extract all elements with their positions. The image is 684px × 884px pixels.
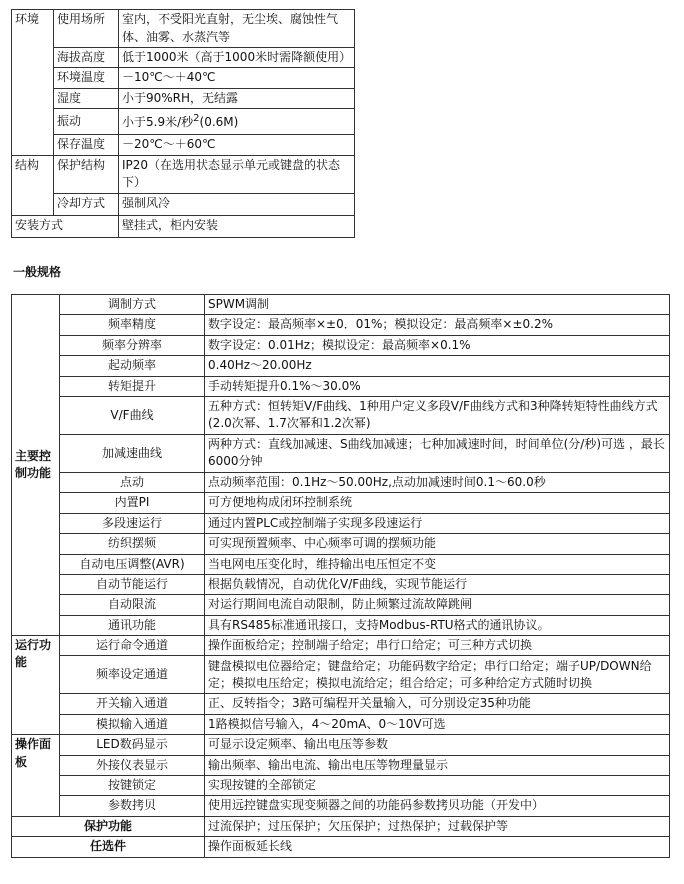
spec-item: 自动节能运行: [60, 574, 205, 594]
spec-value: 数字设定：0.01Hz；模拟设定：最高频率×0.1%: [205, 335, 670, 355]
spec-value: 键盘模拟电位器给定；键盘给定；功能码数字给定；串行口给定；端子UP/DOWN给定；模拟电压给定；模拟电流给定；组合给定；可多种给定方式随时切换: [205, 656, 670, 694]
group-main-control: 主要控制功能: [12, 295, 60, 636]
spec-item: LED数码显示: [60, 735, 205, 755]
spec-item: 加减速曲线: [60, 434, 205, 472]
env-item: 海拔高度: [54, 48, 119, 68]
vibration-suffix: (0.6M): [199, 114, 239, 129]
spec-item: 自动限流: [60, 595, 205, 615]
spec-item: 纺织摆频: [60, 534, 205, 554]
spec-value: 对运行期间电流自动限制，防止频繁过流故障跳闸: [205, 595, 670, 615]
group-structure: 结构: [12, 155, 54, 215]
protection-value: 过流保护；过压保护；欠压保护；过热保护；过载保护等: [205, 816, 670, 836]
spec-value: 正、反转指令；3路可编程开关量输入，可分别设定35种功能: [205, 694, 670, 714]
env-item: 振动: [54, 109, 119, 135]
spec-item: 自动电压调整(AVR): [60, 554, 205, 574]
env-value: －10℃～＋40℃: [119, 68, 355, 88]
spec-value: 0.40Hz～20.00Hz: [205, 356, 670, 376]
spec-item: V/F曲线: [60, 396, 205, 434]
spec-item: 开关输入通道: [60, 694, 205, 714]
spec-value: 点动频率范围：0.1Hz～50.00Hz,点动加减速时间0.1～60.0秒: [205, 472, 670, 492]
spec-value: 可实现预置频率、中心频率可调的摆频功能: [205, 534, 670, 554]
spec-item: 调制方式: [60, 295, 205, 315]
spec-value: 手动转矩提升0.1%～30.0%: [205, 376, 670, 396]
env-item: 湿度: [54, 88, 119, 108]
spec-value: 根据负载情况，自动优化V/F曲线，实现节能运行: [205, 574, 670, 594]
section-title: 一般规格: [13, 265, 62, 279]
group-environment: 环境: [12, 10, 54, 156]
vibration-exponent: 2: [193, 112, 200, 124]
spec-value: 输出频率、输出电流、输出电压等物理量显示: [205, 755, 670, 775]
env-value: －20℃～＋60℃: [119, 135, 355, 155]
options-label: 任选件: [12, 837, 205, 857]
spec-item: 内置PI: [60, 493, 205, 513]
spec-value: 数字设定：最高频率×±0．01%；模拟设定：最高频率×±0.2%: [205, 315, 670, 335]
env-value: [119, 109, 355, 135]
spec-item: 运行命令通道: [60, 636, 205, 656]
group-run: 运行功能: [12, 636, 60, 735]
env-item: 保护结构: [54, 155, 119, 193]
general-spec-table: [11, 294, 670, 858]
spec-item: 起动频率: [60, 356, 205, 376]
group-panel: 操作面板: [12, 735, 60, 817]
env-value: 低于1000米（高于1000米时需降额使用）: [119, 48, 355, 68]
spec-value: 可显示设定频率、输出电压等参数: [205, 735, 670, 755]
spec-item: 模拟输入通道: [60, 714, 205, 734]
spec-item: 频率精度: [60, 315, 205, 335]
spec-item: 频率分辨率: [60, 335, 205, 355]
spec-value: 通过内置PLC或控制端子实现多段速运行: [205, 513, 670, 533]
spec-value: 具有RS485标准通讯接口，支持Modbus-RTU格式的通讯协议。: [205, 615, 670, 635]
spec-item: 按键锁定: [60, 776, 205, 796]
env-value: IP20（在选用状态显示单元或键盘的状态下）: [119, 155, 355, 193]
protection-label: 保护功能: [12, 816, 205, 836]
spec-item: 点动: [60, 472, 205, 492]
options-value: 操作面板延长线: [205, 837, 670, 857]
env-value: 强制风冷: [119, 193, 355, 215]
spec-item: 转矩提升: [60, 376, 205, 396]
spec-value: SPWM调制: [205, 295, 670, 315]
spec-value: 操作面板给定；控制端子给定；串行口给定；可三种方式切换: [205, 636, 670, 656]
environment-table: [11, 9, 355, 238]
install-value: 壁挂式，柜内安装: [119, 215, 355, 237]
env-item: 保存温度: [54, 135, 119, 155]
spec-value: 五种方式：恒转矩V/F曲线、1种用户定义多段V/F曲线方式和3种降转矩特性曲线方式(2.0次幂、1.7次幂和1.2次幂): [205, 396, 670, 434]
env-value: 小于90%RH，无结露: [119, 88, 355, 108]
spec-value: 1路模拟信号输入，4～20mA、0～10V可选: [205, 714, 670, 734]
spec-item: 外接仪表显示: [60, 755, 205, 775]
spec-value: 使用远控键盘实现变频器之间的功能码参数拷贝功能（开发中）: [205, 796, 670, 816]
env-item: 环境温度: [54, 68, 119, 88]
spec-value: 实现按键的全部锁定: [205, 776, 670, 796]
env-value: 室内，不受阳光直射，无尘埃、腐蚀性气体、油雾、水蒸汽等: [119, 10, 355, 48]
env-item: 使用场所: [54, 10, 119, 48]
spec-item: 通讯功能: [60, 615, 205, 635]
spec-value: 可方便地构成闭环控制系统: [205, 493, 670, 513]
spec-value: 两种方式：直线加减速、S曲线加减速；七种加减速时间，时间单位(分/秒)可选 ，最长6000分钟: [205, 434, 670, 472]
vibration-value: 小于5.9米/秒: [122, 114, 194, 129]
spec-item: 参数拷贝: [60, 796, 205, 816]
spec-item: 频率设定通道: [60, 656, 205, 694]
spec-item: 多段速运行: [60, 513, 205, 533]
install-label: 安装方式: [12, 215, 119, 237]
spec-value: 当电网电压变化时，维持输出电压恒定不变: [205, 554, 670, 574]
env-item: 冷却方式: [54, 193, 119, 215]
